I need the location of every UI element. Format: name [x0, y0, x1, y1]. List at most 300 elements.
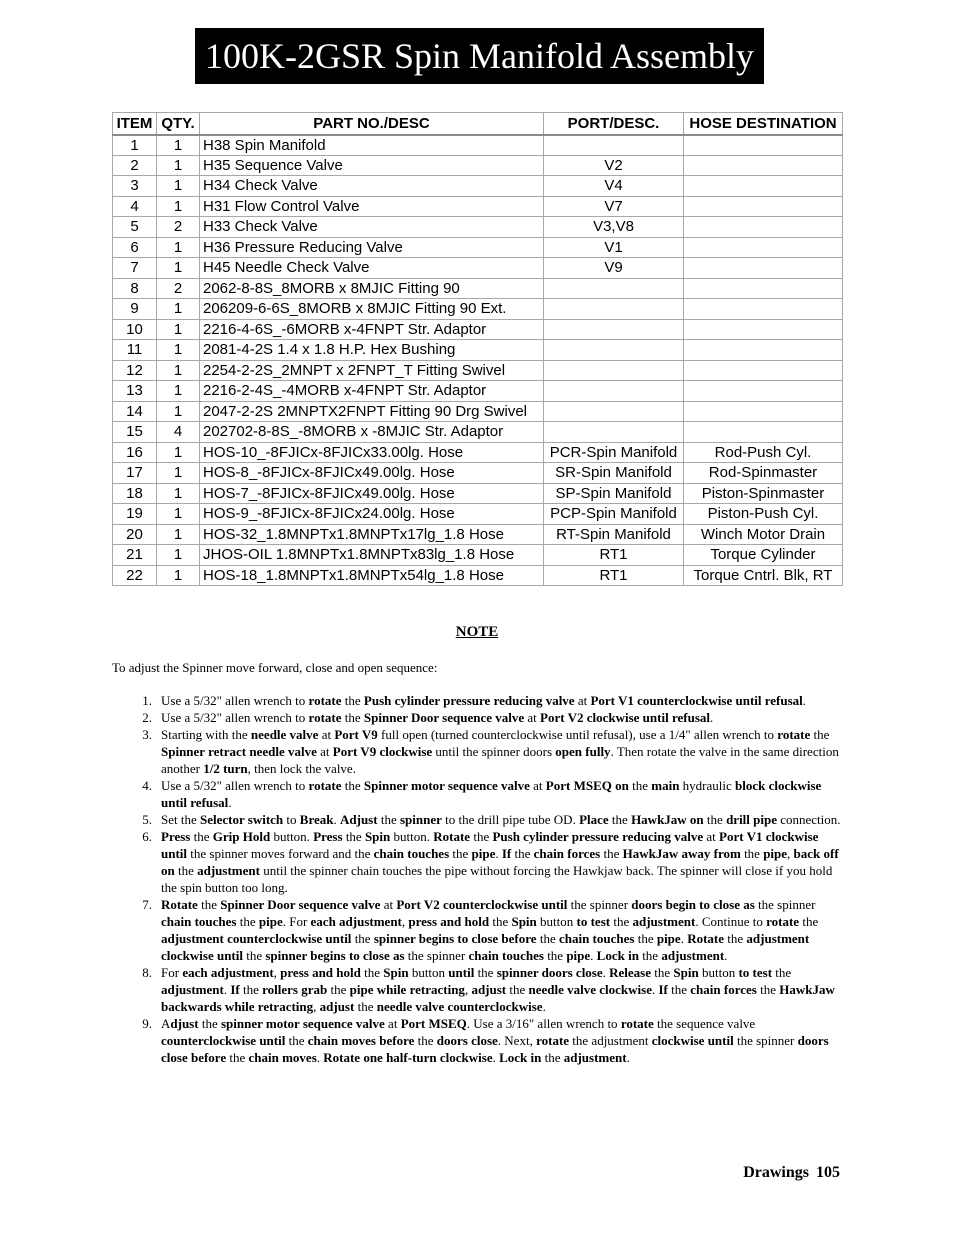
table-row	[113, 422, 843, 443]
port-desc-cell	[544, 422, 684, 443]
step-text-bold: Press	[161, 829, 191, 844]
qty-cell: 1	[157, 360, 200, 381]
port-desc-cell	[544, 135, 684, 156]
step-text-segment: .	[652, 982, 659, 997]
step-text-bold: Port V1 counterclockwise until refusal	[590, 693, 803, 708]
step-text-segment: Use a 5/32" allen wrench to	[161, 710, 309, 725]
step-text-bold: Spin	[383, 965, 409, 980]
hose-destination-cell	[684, 217, 843, 238]
port-desc-cell: PCP-Spin Manifold	[544, 504, 684, 525]
step-text-segment: the	[474, 965, 497, 980]
step-text-bold: adjustment counterclockwise until	[161, 931, 352, 946]
step-text-bold: needle valve clockwise	[528, 982, 652, 997]
step-item	[112, 964, 842, 1015]
table-row	[113, 565, 843, 586]
table-row	[113, 176, 843, 197]
step-text-bold: chain touches	[373, 846, 450, 861]
step-text-segment: the	[541, 1050, 564, 1065]
part-desc-cell: 206209-6-6S_8MORB x 8MJIC Fitting 90 Ext.	[200, 299, 544, 320]
step-text-bold: main	[651, 778, 680, 793]
step-text	[161, 692, 842, 709]
qty-cell: 1	[157, 401, 200, 422]
step-text-bold: adjustment	[632, 914, 696, 929]
item-cell: 2	[113, 155, 157, 176]
footer-section-label: Drawings	[743, 1164, 809, 1181]
step-text-bold: Spin	[511, 914, 537, 929]
step-text-segment: until the spinner chain touches the pipe without forcing the Hawkjaw back. The spinner will close if you hold the spin button too long.	[161, 863, 833, 895]
step-text-bold: Spinner Door sequence valve	[220, 897, 381, 912]
part-desc-cell: 2081-4-2S 1.4 x 1.8 H.P. Hex Bushing	[200, 340, 544, 361]
step-text-segment: .	[590, 948, 597, 963]
step-text-bold: Place	[579, 812, 609, 827]
step-text-bold: Spinner retract needle valve	[161, 744, 317, 759]
port-desc-cell: RT-Spin Manifold	[544, 524, 684, 545]
step-text-bold: each adjustment	[310, 914, 402, 929]
qty-cell: 1	[157, 483, 200, 504]
note-heading: NOTE	[455, 624, 499, 640]
step-text-bold: each adjustment	[182, 965, 274, 980]
step-text-bold: Break	[299, 812, 334, 827]
step-text-segment: at	[380, 897, 397, 912]
item-cell: 14	[113, 401, 157, 422]
qty-cell: 4	[157, 422, 200, 443]
qty-cell: 1	[157, 196, 200, 217]
port-desc-cell	[544, 401, 684, 422]
qty-cell: 1	[157, 299, 200, 320]
step-text-bold: press and hold	[408, 914, 490, 929]
step-item	[112, 828, 842, 896]
qty-cell: 1	[157, 340, 200, 361]
step-text-segment: to the drill pipe tube OD.	[441, 812, 580, 827]
qty-cell: 1	[157, 545, 200, 566]
step-text-segment: .	[316, 1050, 324, 1065]
step-text-segment: , then lock the valve.	[247, 761, 356, 776]
step-text-bold: Port V2 counterclockwise until	[396, 897, 568, 912]
step-text-segment: the	[236, 914, 259, 929]
step-item	[112, 1015, 842, 1066]
step-text-segment: the	[703, 812, 727, 827]
step-text-segment: .	[333, 812, 340, 827]
step-text-bold: Spinner motor sequence valve	[363, 778, 530, 793]
step-text-segment: the	[634, 931, 657, 946]
table-row	[113, 135, 843, 156]
step-text-bold: rotate	[308, 778, 342, 793]
step-text-segment: . For	[282, 914, 311, 929]
part-desc-cell: H36 Pressure Reducing Valve	[200, 237, 544, 258]
step-text-segment: button	[408, 965, 449, 980]
step-text	[161, 964, 842, 1015]
step-text-segment: to	[283, 812, 300, 827]
step-text-bold: rotate	[308, 693, 342, 708]
table-row	[113, 360, 843, 381]
part-desc-cell: 2216-2-4S_-4MORB x-4FNPT Str. Adaptor	[200, 381, 544, 402]
part-desc-cell: 2062-8-8S_8MORB x 8MJIC Fitting 90	[200, 278, 544, 299]
step-text-bold: rotate	[620, 1016, 654, 1031]
qty-cell: 1	[157, 381, 200, 402]
table-row	[113, 155, 843, 176]
step-text-bold: pipe	[258, 914, 283, 929]
step-item	[112, 692, 842, 709]
item-cell: 9	[113, 299, 157, 320]
page-number: 105	[816, 1164, 840, 1181]
step-text-bold: clockwise until	[651, 1033, 734, 1048]
step-text-segment: the	[511, 846, 534, 861]
table-row	[113, 319, 843, 340]
step-text-segment: the spinner	[754, 897, 816, 912]
step-text-bold: doors close before	[161, 1033, 829, 1065]
step-text-segment: at	[703, 829, 720, 844]
table-row	[113, 483, 843, 504]
port-desc-cell: SR-Spin Manifold	[544, 463, 684, 484]
hose-destination-cell	[684, 381, 843, 402]
step-text-bold: doors close	[436, 1033, 498, 1048]
hose-destination-cell	[684, 299, 843, 320]
step-text-bold: Port V2 clockwise until refusal	[540, 710, 710, 725]
step-text-bold: Spinner Door sequence valve	[363, 710, 525, 725]
step-text-segment: the	[449, 846, 472, 861]
port-desc-cell	[544, 299, 684, 320]
port-desc-cell: V1	[544, 237, 684, 258]
step-text-bold: 1/2 turn	[203, 761, 248, 776]
step-number: 1.	[142, 693, 152, 708]
step-text-segment: .	[228, 795, 232, 810]
item-cell: 3	[113, 176, 157, 197]
step-text-segment: ,	[787, 846, 794, 861]
step-text-bold: Push cylinder pressure reducing valve	[363, 693, 575, 708]
step-text-bold: counterclockwise until	[161, 1033, 286, 1048]
hose-destination-cell	[684, 258, 843, 279]
step-text-segment: the	[740, 846, 764, 861]
item-cell: 1	[113, 135, 157, 156]
step-text-bold: If	[658, 982, 668, 997]
step-text-bold: Port V9	[334, 727, 378, 742]
step-text	[161, 896, 842, 964]
step-text-bold: spinner begins to close as	[265, 948, 405, 963]
hose-destination-cell	[684, 155, 843, 176]
step-text-bold: HawkJaw away from	[622, 846, 741, 861]
step-text-segment: full open (turned counterclockwise until refusal), use a 1/4" allen wrench to	[377, 727, 778, 742]
step-text-segment: the sequence valve	[653, 1016, 756, 1031]
step-number: 3.	[142, 727, 152, 742]
item-cell: 19	[113, 504, 157, 525]
qty-cell: 2	[157, 217, 200, 238]
step-text-bold: If	[501, 846, 512, 861]
hose-destination-cell: Torque Cylinder	[684, 545, 843, 566]
step-text-segment: button.	[390, 829, 434, 844]
step-text-segment: the	[536, 931, 559, 946]
step-number: 4.	[142, 778, 152, 793]
hose-destination-cell: Piston-Push Cyl.	[684, 504, 843, 525]
step-text-bold: Selector switch	[200, 812, 284, 827]
port-desc-cell: V7	[544, 196, 684, 217]
item-cell: 11	[113, 340, 157, 361]
header-item: ITEM	[113, 113, 157, 135]
step-text-bold: pipe	[471, 846, 496, 861]
qty-cell: 1	[157, 135, 200, 156]
step-text-bold: open fully	[555, 744, 611, 759]
port-desc-cell: RT1	[544, 545, 684, 566]
table-row	[113, 340, 843, 361]
step-text-bold: adjustment	[161, 982, 224, 997]
step-text-segment: .	[802, 693, 807, 708]
item-cell: 13	[113, 381, 157, 402]
step-text-segment: at	[574, 693, 591, 708]
step-text-segment: the	[190, 829, 213, 844]
step-text-bold: chain forces	[533, 846, 601, 861]
step-text	[161, 726, 842, 777]
step-text-segment: the	[628, 778, 652, 793]
step-text-bold: rollers grab	[262, 982, 328, 997]
part-desc-cell: 2216-4-6S_-6MORB x-4FNPT Str. Adaptor	[200, 319, 544, 340]
step-text-segment: at	[524, 710, 541, 725]
hose-destination-cell: Rod-Push Cyl.	[684, 442, 843, 463]
step-text-bold: spinner doors close	[496, 965, 603, 980]
step-text-bold: chain touches	[558, 931, 635, 946]
item-cell: 8	[113, 278, 157, 299]
step-text-bold: pipe	[656, 931, 681, 946]
step-text-bold: adjust	[471, 982, 507, 997]
qty-cell: 1	[157, 463, 200, 484]
step-text-segment: .	[495, 846, 502, 861]
step-text-segment: Set the	[161, 812, 200, 827]
step-text-segment: at	[316, 744, 333, 759]
header-port: PORT/DESC.	[544, 113, 684, 135]
table-row	[113, 463, 843, 484]
step-text-bold: chain moves	[248, 1050, 317, 1065]
step-item	[112, 709, 842, 726]
part-desc-cell: JHOS-OIL 1.8MNPTx1.8MNPTx83lg_1.8 Hose	[200, 545, 544, 566]
qty-cell: 1	[157, 524, 200, 545]
header-hose-destination: HOSE DESTINATION	[684, 113, 843, 135]
step-text-bold: spinner motor sequence valve	[220, 1016, 385, 1031]
step-text-bold: Press	[313, 829, 343, 844]
item-cell: 5	[113, 217, 157, 238]
step-item	[112, 726, 842, 777]
port-desc-cell: PCR-Spin Manifold	[544, 442, 684, 463]
step-text-segment: until the spinner doors	[432, 744, 556, 759]
table-row	[113, 196, 843, 217]
step-text-bold: Rotate	[161, 897, 198, 912]
table-row	[113, 504, 843, 525]
step-text-segment: the spinner	[733, 1033, 798, 1048]
step-text-segment: .	[680, 931, 688, 946]
step-text-bold: chain touches	[161, 914, 237, 929]
qty-cell: 1	[157, 176, 200, 197]
item-cell: 7	[113, 258, 157, 279]
qty-cell: 1	[157, 565, 200, 586]
parts-table-body	[113, 135, 843, 586]
hose-destination-cell	[684, 278, 843, 299]
hose-destination-cell	[684, 135, 843, 156]
step-text-bold: Rotate	[687, 931, 725, 946]
step-text-bold: chain forces	[690, 982, 757, 997]
step-text-bold: djust	[170, 1016, 199, 1031]
port-desc-cell: V4	[544, 176, 684, 197]
step-text-bold: HawkJaw backwards while retracting	[161, 982, 835, 1014]
step-text-bold: adjustment	[563, 1050, 627, 1065]
step-text-bold: Spin	[364, 829, 391, 844]
step-text-segment: .	[492, 1050, 500, 1065]
step-text-segment: the	[489, 914, 512, 929]
step-number: 7.	[142, 897, 152, 912]
step-text-bold: Port MSEQ on	[545, 778, 629, 793]
step-text-segment: the	[198, 1016, 221, 1031]
step-text-segment: .	[709, 710, 714, 725]
item-cell: 18	[113, 483, 157, 504]
step-item	[112, 896, 842, 964]
hose-destination-cell	[684, 176, 843, 197]
step-text-segment: For	[161, 965, 183, 980]
step-text-segment: . Then rotate the valve in the same direction another	[161, 744, 839, 776]
step-text-segment: button	[698, 965, 739, 980]
hose-destination-cell	[684, 340, 843, 361]
header-qty: QTY.	[157, 113, 200, 135]
hose-destination-cell	[684, 319, 843, 340]
step-text-bold: back off on	[161, 846, 839, 878]
table-row	[113, 237, 843, 258]
qty-cell: 2	[157, 278, 200, 299]
step-text-segment: ,	[313, 999, 320, 1014]
step-item	[112, 777, 842, 811]
item-cell: 15	[113, 422, 157, 443]
step-text-bold: spinner	[399, 812, 442, 827]
parts-table-header	[113, 113, 843, 135]
hose-destination-cell	[684, 360, 843, 381]
step-text-bold: Push cylinder pressure reducing valve	[492, 829, 704, 844]
step-text-segment: ,	[464, 982, 472, 997]
step-text-bold: Lock in	[499, 1050, 542, 1065]
port-desc-cell: V9	[544, 258, 684, 279]
step-number: 5.	[142, 812, 152, 827]
item-cell: 17	[113, 463, 157, 484]
part-desc-cell: HOS-8_-8FJICx-8FJICx49.00lg. Hose	[200, 463, 544, 484]
part-desc-cell: HOS-18_1.8MNPTx1.8MNPTx54lg_1.8 Hose	[200, 565, 544, 586]
step-text-segment: the	[608, 812, 632, 827]
hose-destination-cell: Torque Cntrl. Blk, RT	[684, 565, 843, 586]
item-cell: 4	[113, 196, 157, 217]
port-desc-cell: V2	[544, 155, 684, 176]
qty-cell: 1	[157, 258, 200, 279]
item-cell: 10	[113, 319, 157, 340]
step-text-segment: the	[414, 1033, 437, 1048]
part-desc-cell: HOS-10_-8FJICx-8FJICx33.00lg. Hose	[200, 442, 544, 463]
step-text-segment: the	[174, 863, 198, 878]
step-text-bold: rotate	[766, 914, 800, 929]
step-text-segment: Starting with the	[161, 727, 251, 742]
step-text-bold: drill pipe	[726, 812, 777, 827]
step-text-segment: the	[341, 778, 364, 793]
hose-destination-cell: Piston-Spinmaster	[684, 483, 843, 504]
step-text-bold: Spin	[673, 965, 699, 980]
qty-cell: 1	[157, 237, 200, 258]
part-desc-cell: HOS-32_1.8MNPTx1.8MNPTx17lg_1.8 Hose	[200, 524, 544, 545]
table-row	[113, 299, 843, 320]
step-text-bold: spinner begins to close before	[373, 931, 537, 946]
step-text-bold: adjustment	[661, 948, 725, 963]
hose-destination-cell	[684, 196, 843, 217]
step-text-bold: Port V9 clockwise	[332, 744, 433, 759]
step-text-segment: the	[342, 829, 365, 844]
part-desc-cell: HOS-7_-8FJICx-8FJICx49.00lg. Hose	[200, 483, 544, 504]
item-cell: 20	[113, 524, 157, 545]
table-row	[113, 381, 843, 402]
step-text-segment: Use a 5/32" allen wrench to	[161, 693, 309, 708]
step-text-bold: Grip Hold	[212, 829, 271, 844]
step-text-segment: the	[667, 982, 691, 997]
hose-destination-cell: Winch Motor Drain	[684, 524, 843, 545]
step-text-segment: the adjustment	[569, 1033, 652, 1048]
port-desc-cell	[544, 381, 684, 402]
step-text-segment: the	[600, 846, 623, 861]
part-desc-cell: H34 Check Valve	[200, 176, 544, 197]
item-cell: 6	[113, 237, 157, 258]
step-text-segment: the	[638, 948, 662, 963]
step-text-segment: the	[610, 914, 633, 929]
port-desc-cell	[544, 340, 684, 361]
step-text-bold: Rotate	[433, 829, 471, 844]
step-text-segment: .	[724, 948, 728, 963]
step-text-bold: pipe	[763, 846, 788, 861]
item-cell: 16	[113, 442, 157, 463]
hose-destination-cell	[684, 422, 843, 443]
step-text-bold: Port MSEQ	[400, 1016, 467, 1031]
step-text-bold: pipe while retracting	[349, 982, 465, 997]
part-desc-cell: 202702-8-8S_-8MORB x -8MJIC Str. Adaptor	[200, 422, 544, 443]
step-text-segment: at	[384, 1016, 401, 1031]
part-desc-cell: HOS-9_-8FJICx-8FJICx24.00lg. Hose	[200, 504, 544, 525]
qty-cell: 1	[157, 442, 200, 463]
table-row	[113, 442, 843, 463]
table-row	[113, 258, 843, 279]
step-text-segment: connection.	[777, 812, 841, 827]
part-desc-cell: H45 Needle Check Valve	[200, 258, 544, 279]
port-desc-cell	[544, 319, 684, 340]
part-desc-cell: 2254-2-2S_2MNPT x 2FNPT_T Fitting Swivel	[200, 360, 544, 381]
step-text	[161, 777, 842, 811]
header-part: PART NO./DESC	[200, 113, 544, 135]
port-desc-cell	[544, 278, 684, 299]
step-text-segment: at	[318, 727, 335, 742]
item-cell: 21	[113, 545, 157, 566]
step-text-segment: the	[360, 965, 384, 980]
qty-cell: 1	[157, 319, 200, 340]
step-text-bold: Adjust	[340, 812, 378, 827]
parts-table	[112, 112, 843, 586]
header-row	[113, 113, 843, 135]
hose-destination-cell: Rod-Spinmaster	[684, 463, 843, 484]
step-text-segment: the	[756, 982, 780, 997]
table-row	[113, 401, 843, 422]
step-text-bold: block clockwise until refusal	[161, 778, 822, 810]
step-text-segment: the	[651, 965, 674, 980]
step-text-segment: the	[226, 1050, 249, 1065]
step-text-segment: the	[242, 948, 266, 963]
step-text-bold: chain touches	[468, 948, 544, 963]
part-desc-cell: H35 Sequence Valve	[200, 155, 544, 176]
page-footer	[743, 1163, 840, 1182]
step-text-segment: the	[285, 1033, 308, 1048]
part-desc-cell: 2047-2-2S 2MNPTX2FNPT Fitting 90 Drg Swivel	[200, 401, 544, 422]
step-text-segment: the	[239, 982, 263, 997]
step-text-bold: rotate	[777, 727, 811, 742]
step-text-bold: needle valve counterclockwise	[376, 999, 543, 1014]
step-text-bold: If	[230, 982, 240, 997]
step-text	[161, 811, 842, 828]
step-text-segment: the	[351, 931, 374, 946]
step-text-segment: . Continue to	[695, 914, 767, 929]
step-text-segment: the	[470, 829, 493, 844]
step-text-bold: HawkJaw on	[631, 812, 704, 827]
